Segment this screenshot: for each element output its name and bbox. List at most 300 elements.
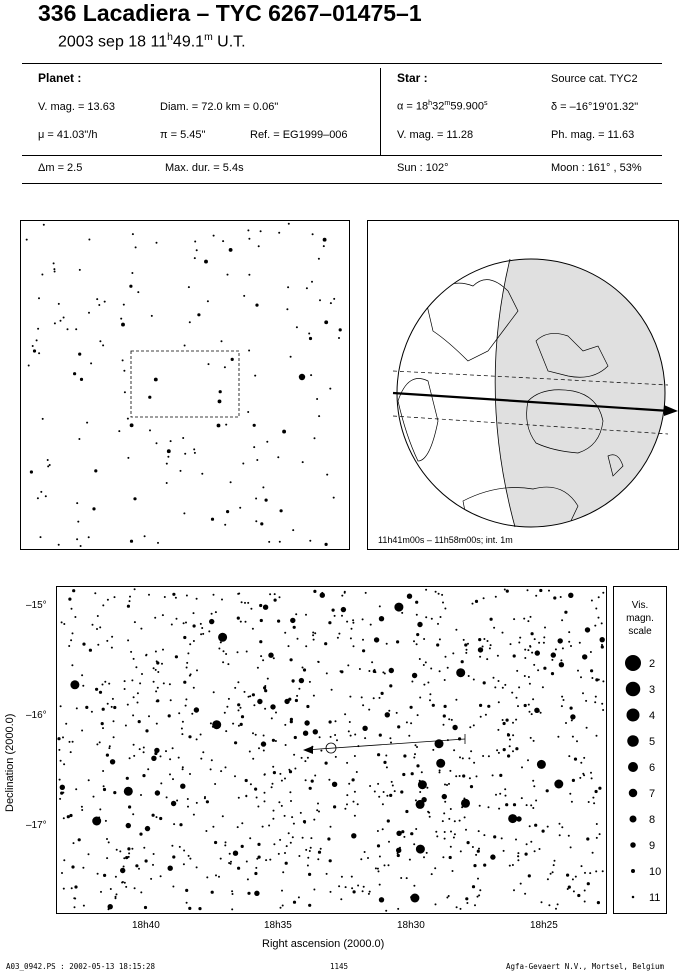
star-dot [237,703,240,706]
star-dot [72,589,75,592]
star-dot [211,613,213,615]
star-dot [254,872,257,875]
star-dot [477,896,479,898]
star-dot [311,780,314,783]
star-dot [82,867,84,869]
star-dot [171,801,176,806]
star-dot [362,726,367,731]
star-dot [414,753,416,755]
star-dot [486,658,488,660]
star-dot [362,704,364,706]
star-dot [65,723,67,725]
star-dot [530,841,532,843]
star-dot [115,876,117,878]
star-heading: Star : [397,71,428,85]
star-dot [272,766,274,768]
star-dot [537,669,539,671]
star-dot [165,750,167,752]
star-dot [344,713,346,715]
star-dot [59,779,61,781]
star-dot [529,825,531,827]
scale-dot-5 [627,735,639,747]
star-dot [101,722,104,725]
star-dot [317,858,319,860]
star-dot [305,733,307,735]
star-dot [120,318,122,320]
star-dot [479,805,481,807]
star-dot [313,695,315,697]
star-dot [527,620,529,622]
star-dot [268,825,270,827]
footer-page: 1145 [330,962,349,971]
star-dot [212,726,214,728]
star-dot [256,858,258,860]
star-dot [232,723,234,725]
minute-value: 49.1 [172,33,205,51]
star-dot [442,794,447,799]
planet-reference: Ref. = EG1999–006 [250,129,348,141]
star-dot [590,772,592,774]
star-dot [595,870,597,872]
star-dot [76,502,78,504]
star-dot [184,345,186,347]
star-dot [397,852,399,854]
star-dot [579,777,581,779]
star-dot [290,658,293,661]
star-dot [542,686,544,688]
star-dot [211,759,213,761]
star-dot [183,512,185,514]
star-dot [78,353,81,356]
star-dot [515,719,517,721]
star-dot [550,873,552,875]
star-dot [310,374,312,376]
star-dot [38,297,40,299]
magnitude-drop: Δm = 2.5 [38,162,83,174]
star-dot [166,796,168,798]
star-dot [504,684,506,686]
star-dot [480,716,482,718]
star-dot [193,687,195,689]
star-dot [302,461,304,463]
star-dot [281,780,283,782]
star-dot [473,679,475,681]
star-dot [487,705,490,708]
star-dot [496,749,498,751]
star-dot [176,800,178,802]
star-dot [574,758,577,761]
star-dot [166,482,168,484]
star-dot [196,802,198,804]
star-dot [130,540,133,543]
star-dot [294,736,297,739]
star-dot [313,819,315,821]
star-dot [598,617,600,619]
star-dot [214,841,217,844]
star-dot [379,697,381,699]
star-dot [443,812,445,814]
star-dot [423,684,425,686]
star-dot [97,615,99,617]
star-dot [249,837,251,839]
star-dot [255,867,257,869]
star-dot [132,233,134,235]
star-dot [301,757,303,759]
star-dot [334,734,336,736]
star-dot [292,836,294,838]
star-dot [426,787,428,789]
star-dot [528,676,530,678]
star-dot [370,624,372,626]
star-dot [271,717,273,719]
star-dot [335,756,337,758]
star-dot [83,905,85,907]
star-dot [344,592,346,594]
star-dot [352,622,354,624]
star-dot [311,281,313,283]
star-dot [386,795,388,797]
star-dot [49,464,51,466]
minute-unit: m [204,32,213,43]
star-dot [527,649,529,651]
star-dot [346,762,348,764]
star-dot [601,622,603,624]
star-dot [156,816,158,818]
star-dot [526,843,528,845]
star-dot [412,673,417,678]
star-dot [75,328,77,330]
star-dot [248,238,250,240]
star-dot [155,651,157,653]
star-dot [323,238,327,242]
star-dot [139,748,141,750]
star-dot [290,800,292,802]
star-dot [453,837,455,839]
star-dot [362,618,364,620]
star-dot [162,614,164,616]
star-dot [200,758,202,760]
star-dot [215,611,217,613]
star-dot [341,876,343,878]
star-dot [275,712,277,714]
star-dot [533,740,535,742]
star-dot [61,621,63,623]
star-dot [309,850,311,852]
hour-unit: h [167,32,173,43]
star-dot [313,590,316,593]
star-dot [470,750,472,752]
star-dot [131,679,133,681]
star-dot [264,792,266,794]
star-dot [435,591,437,593]
star-dot [503,722,506,725]
star-dot [385,755,387,757]
ra-tick-1835: 18h35 [264,920,292,931]
dec-tick-17: –17° [26,820,47,831]
date-text: 2003 sep 18 11 [58,33,168,51]
star-dot [529,683,531,685]
star-dot [73,897,75,899]
star-dot [148,396,151,399]
star-dot [247,892,250,895]
star-dot [97,644,99,646]
star-dot [348,730,350,732]
star-dot [227,274,229,276]
star-dot [202,633,204,635]
star-dot [493,627,495,629]
star-dot [114,596,116,598]
star-dot [473,724,475,726]
star-dot [379,897,384,902]
star-dot [427,811,429,813]
star-dot [137,291,139,293]
star-dot [379,856,381,858]
star-dot [534,638,536,640]
star-dot [561,826,563,828]
star-dot [243,295,245,297]
star-dot [209,619,214,624]
star-dot [240,707,242,709]
star-dot [257,843,260,846]
star-dot [345,886,347,888]
star-dot [473,762,475,764]
star-dot [281,805,283,807]
star-dot [589,872,591,874]
star-dot [98,304,100,306]
star-dot [423,664,425,666]
info-mid-rule [22,155,662,156]
star-dot [349,696,351,698]
star-dot [175,655,178,658]
star-dot [258,700,261,703]
star-dot [512,750,514,752]
star-dot [295,613,297,615]
star-dot [429,693,431,695]
planet-heading: Planet : [38,71,82,85]
star-dot [78,438,80,440]
star-vmag: V. mag. = 11.28 [397,129,474,141]
star-dot [308,333,310,335]
star-dot [470,785,473,788]
star-dot [153,681,155,683]
star-dot [599,833,601,835]
star-dot [425,661,427,663]
star-dot [200,633,202,635]
star-dot [128,856,130,858]
star-dot [417,622,422,627]
star-dot [455,775,457,777]
star-dot [81,674,83,676]
star-dot [186,667,188,669]
star-dot [127,847,130,850]
star-dot [140,628,142,630]
finder-star-field [21,221,349,549]
star-dot [330,736,332,738]
star-dot [318,811,320,813]
ra-hours: α = 18 [397,100,429,113]
star-dot [524,675,526,677]
star-dot [396,712,398,714]
star-dot [490,618,493,621]
star-dot [525,853,528,856]
star-dot [485,714,487,716]
star-dot [391,781,393,783]
star-dot [43,224,45,226]
star-dot [544,627,546,629]
star-dot [340,670,343,673]
star-dot [68,598,71,601]
star-dot [456,668,465,677]
star-dot [513,618,515,620]
star-dot [396,640,399,643]
star-dot [96,298,98,300]
star-dot [364,851,366,853]
star-dot [346,803,348,805]
star-dot [246,651,248,653]
star-dot [183,850,185,852]
star-dot [230,863,232,865]
star-dot [503,850,505,852]
star-dot [74,616,76,618]
ra-seconds: 59.900 [450,100,484,113]
star-dot [53,262,55,264]
star-dot [284,632,286,634]
star-dot [123,857,125,859]
star-dot [215,874,217,876]
scale-mag-2: 2 [649,658,656,670]
star-dot [455,699,457,701]
star-dot [148,594,150,596]
star-dot [568,835,570,837]
star-dot [282,871,284,873]
star-dot [602,680,604,682]
star-dot [568,593,573,598]
star-dot [96,628,98,630]
star-dot [415,828,417,830]
star-dot [601,645,604,648]
star-dot [310,847,312,849]
star-dot [493,677,495,679]
star-dot [466,902,468,904]
star-dot [116,893,118,895]
star-dot [234,775,236,777]
star-dot [466,649,468,651]
star-dot [494,686,496,688]
star-dot [444,831,446,833]
star-dot [124,688,126,690]
star-dot [456,906,458,908]
star-dot [416,764,419,767]
star-dot [274,599,277,602]
star-dot [587,882,590,885]
star-dot [416,845,425,854]
star-dot [302,667,304,669]
star-dot [350,735,352,737]
star-dot [463,639,465,641]
star-dot [326,873,328,875]
star-dot [233,851,238,856]
star-dot [172,886,174,888]
star-dot [242,463,244,465]
star-dot [508,814,517,823]
star-dot [517,705,519,707]
star-dot [541,901,543,903]
star-dot [570,645,572,647]
dec-tick-15: –15° [26,600,47,611]
star-dot [498,680,500,682]
star-dot [585,700,587,702]
scale-title-line3: scale [628,626,652,637]
star-dot [225,653,227,655]
scale-mag-3: 3 [649,684,656,696]
star-dot [558,638,563,643]
star-dot [148,715,150,717]
star-dot [515,747,518,750]
star-dot [47,465,49,467]
star-dot [590,669,593,672]
star-dot [183,681,186,684]
star-dot [81,730,83,732]
star-dot [551,652,556,657]
star-dot [543,636,545,638]
star-dot [299,374,305,380]
star-dot [232,893,234,895]
star-dot [70,751,72,753]
star-dot [92,624,94,626]
star-dot [163,682,165,684]
star-dot [312,634,314,636]
star-dot [255,498,257,500]
star-dot [595,790,598,793]
star-dot [382,828,384,830]
detail-field-outline [131,351,239,417]
star-dot [175,597,177,599]
star-dot [501,837,503,839]
star-dot [196,669,198,671]
star-dot [531,713,533,715]
star-dot [439,670,441,672]
star-dot [353,801,355,803]
star-dot [468,757,470,759]
star-dot [223,650,225,652]
star-dot [538,642,540,644]
star-dot [147,768,149,770]
star-dot [272,783,274,785]
star-dot [63,817,65,819]
star-dot [60,785,65,790]
star-dot [569,793,571,795]
star-dot [220,641,222,643]
star-dot [113,706,116,709]
star-dot [388,864,390,866]
star-dot [273,657,275,659]
star-dot [171,845,173,847]
star-dot [427,682,429,684]
star-dot [415,744,417,746]
star-dot [249,695,251,697]
star-dot [130,423,134,427]
star-dot [219,390,222,393]
star-dot [305,779,307,781]
star-dot [401,830,404,833]
info-divider [380,68,381,156]
star-dot [363,886,365,888]
star-dot [214,783,216,785]
star-dot [317,803,319,805]
star-dot [89,649,92,652]
star-dot [436,759,445,768]
star-dot [211,891,214,894]
